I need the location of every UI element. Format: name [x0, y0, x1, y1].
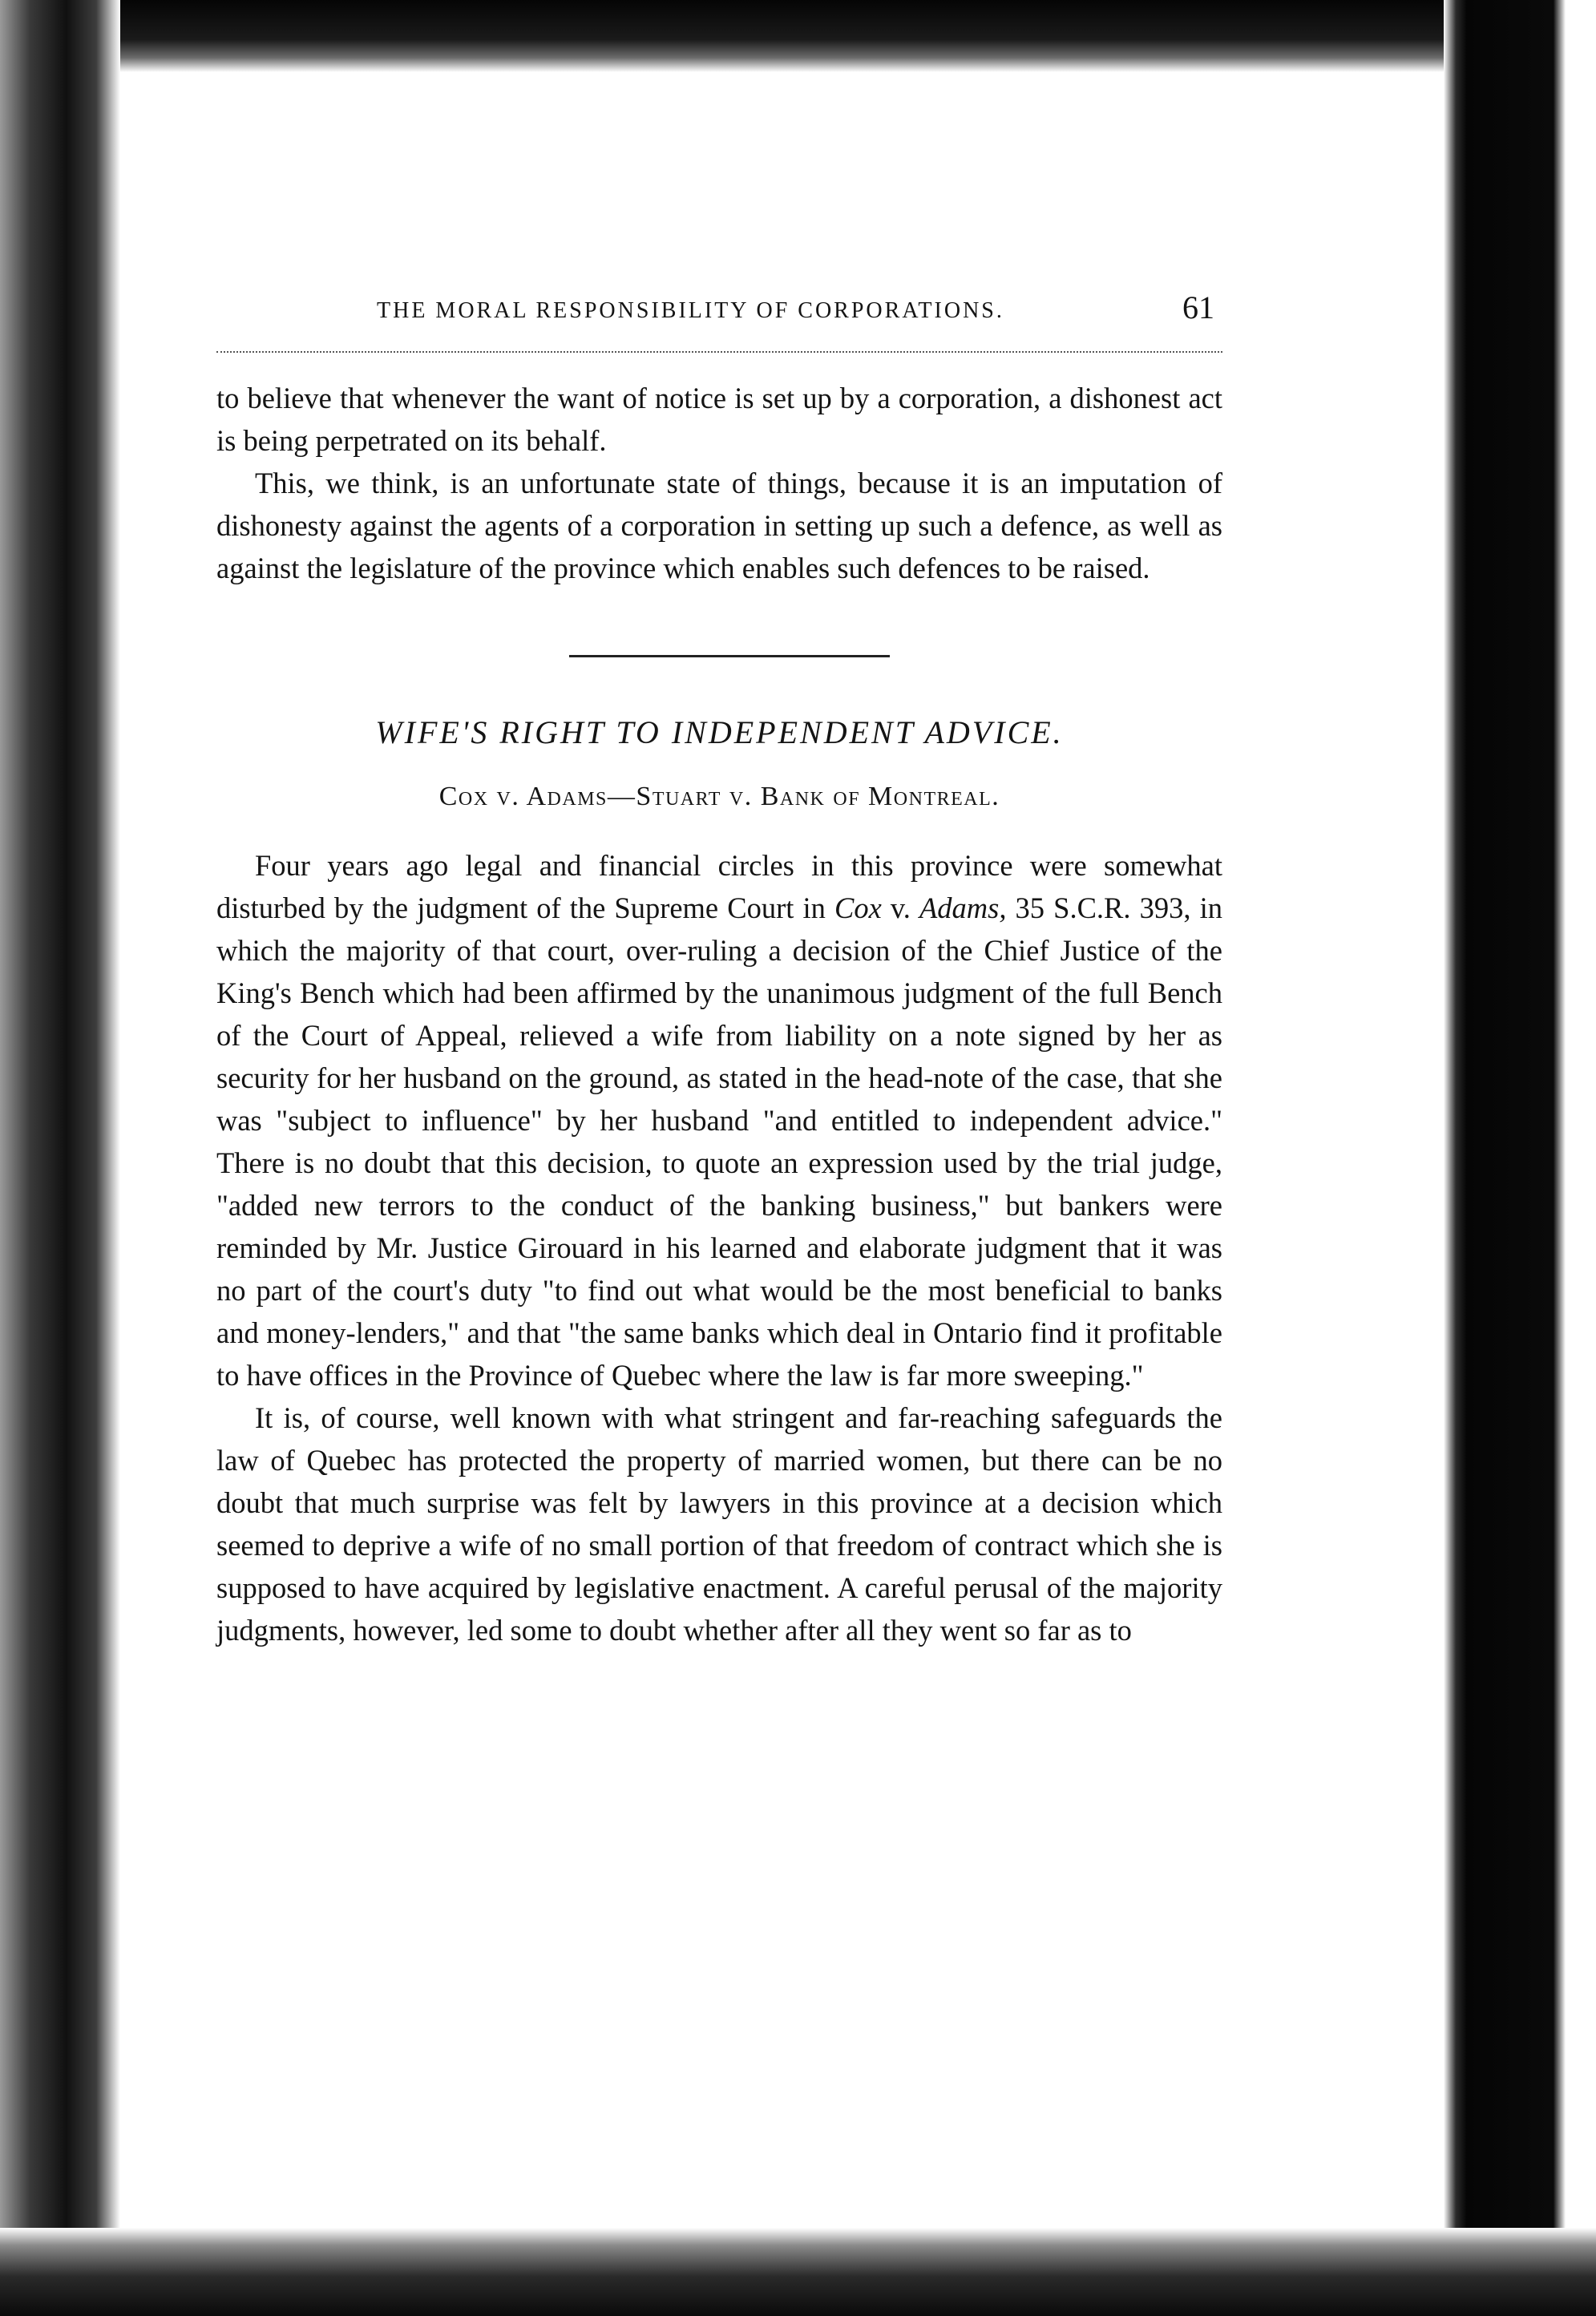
case-citation-versus: v.	[881, 891, 919, 924]
case-citation-name-2: Adams,	[919, 891, 1007, 924]
scan-border-left	[0, 0, 120, 2316]
section-title: WIFE'S RIGHT TO INDEPENDENT ADVICE.	[375, 714, 1064, 750]
page-number: 61	[1182, 289, 1214, 325]
section-paragraph-2: It is, of course, well known with what stringent and far-reaching safeguards the law of Quebec has protected the property of married women, but there can be no doubt that much surprise was felt by lawyers in this province at a decision which seemed to deprive a wife of no small portion of that freedom of contract which she is supposed to have acquired by legislative enactment. A careful perusal of the majority judgments, however, led some to doubt whether after all they went so far as to	[216, 1401, 1222, 1647]
intro-paragraph-continued: to believe that whenever the want of notice is set up by a corporation, a dishonest act is being perpetrated on its behalf.	[216, 382, 1222, 457]
section-paragraph-1	[216, 844, 1222, 1396]
header-rule	[216, 351, 1222, 353]
case-heading: Cox v. Adams—Stuart v. Bank of Montreal.	[438, 782, 1000, 811]
section-divider	[569, 655, 890, 657]
paragraph-text: 35 S.C.R. 393, in which the majority of that court, over-ruling a decision of the Chief Justice of the King's Bench which had been affirmed by the unanimous judgment of the full Bench of the Court of Appeal, relieved a wife from liability on a note signed by her as security for her husband on the ground, as stated in the head-note of the case, that she was "subject to influence" by her husband "and entitled to independent advice." There is no doubt that this decision, to quote an expression used by the trial judge, "added new terrors to the conduct of the banking business," but bankers were reminded by Mr. Justice Girouard in his learned and elaborate judgment that it was no part of the court's duty "to find out what would be the most beneficial to banks and money-lenders," and that "the same banks which deal in Ontario find it profitable to have offices in the Province of Quebec where the law is far more sweeping."	[216, 891, 1222, 1392]
intro-paragraph: This, we think, is an unfortunate state of things, because it is an imputation of dishonesty against the agents of a corporation in setting up such a defence, as well as against the legislature of the province which enables such defences to be raised.	[216, 467, 1222, 584]
book-page	[216, 289, 1222, 1651]
case-citation-name: Cox	[834, 891, 882, 924]
running-head-title: THE MORAL RESPONSIBILITY OF CORPORATIONS.	[377, 298, 1004, 323]
scan-border-top	[0, 0, 1596, 72]
running-head	[216, 289, 1222, 330]
paragraph-text: Four years ago legal and financial circles in this province were somewhat disturbed by the judgment of the Supreme Court in	[216, 849, 1222, 924]
scan-border-bottom	[0, 2228, 1596, 2316]
scan-border-right	[1444, 0, 1596, 2316]
